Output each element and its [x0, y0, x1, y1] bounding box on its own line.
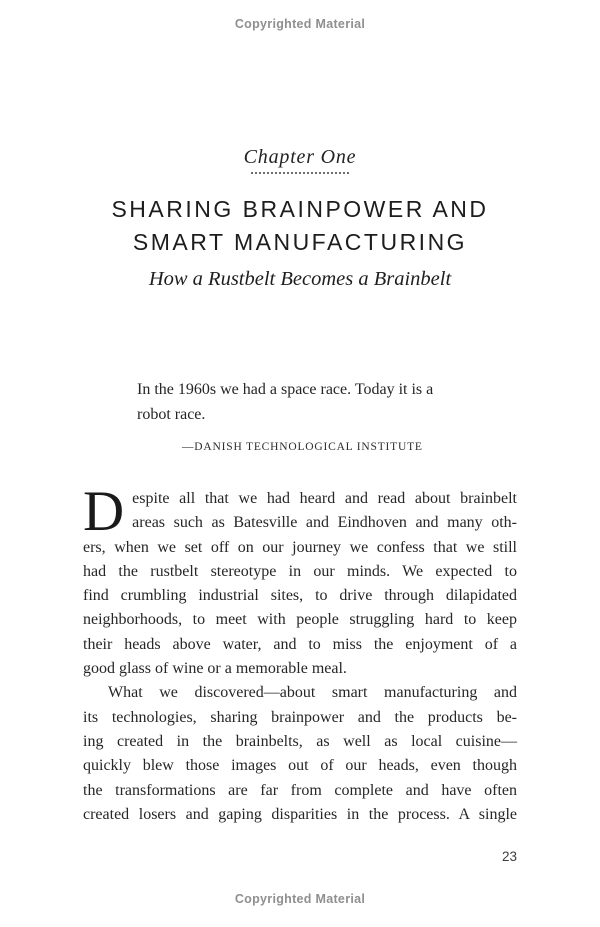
body-text	[83, 480, 517, 827]
page-number: 23	[501, 849, 517, 864]
copyright-notice-top: Copyrighted Material	[234, 17, 366, 31]
body-text-line: find crumbling industrial sites, to drive through dilapidated	[83, 587, 517, 605]
drop-cap: D	[83, 480, 125, 543]
body-text-line: quickly blew those images out of our heads, even though	[83, 757, 517, 775]
body-text-line: its technologies, sharing brainpower and the products be-	[83, 708, 517, 726]
chapter-label: Chapter One	[243, 146, 357, 168]
chapter-title-line: SMART MANUFACTURING	[132, 229, 468, 255]
chapter-subtitle: How a Rustbelt Becomes a Brainbelt	[148, 268, 452, 290]
body-text-line: their heads above water, and to miss the enjoyment of a	[83, 635, 517, 653]
body-text-line: had the rustbelt stereotype in our minds. We expected to	[83, 562, 517, 580]
body-text-line: What we discovered—about smart manufacturing and	[108, 684, 517, 702]
epigraph-quote-line: In the 1960s we had a space race. Today it is a	[137, 381, 434, 398]
chapter-title	[0, 193, 600, 259]
epigraph-attribution: —DANISH TECHNOLOGICAL INSTITUTE	[182, 441, 423, 453]
chapter-title-line: SHARING BRAINPOWER AND	[111, 196, 489, 222]
copyright-notice-bottom: Copyrighted Material	[234, 892, 366, 906]
paragraph-2-lines	[83, 681, 517, 827]
epigraph-quote-line: robot race.	[137, 406, 206, 423]
chapter-heading	[0, 146, 600, 174]
body-text-line: created losers and gaping disparities in the process. A single	[83, 805, 517, 823]
paragraph-1	[83, 480, 517, 681]
paragraph-2	[83, 681, 517, 827]
body-text-line: ers, when we set off on our journey we confess that we still	[83, 538, 517, 556]
body-text-line: areas such as Batesville and Eindhoven and many oth-	[132, 514, 517, 532]
body-text-line: ing created in the brainbelts, as well as local cuisine—	[83, 732, 517, 750]
body-text-line: espite all that we had heard and read about brainbelt	[132, 490, 517, 507]
paragraph-1-lines	[83, 480, 517, 681]
body-text-line: neighborhoods, to meet with people struggling hard to keep	[83, 611, 517, 629]
body-text-line: good glass of wine or a memorable meal.	[83, 660, 347, 678]
chapter-divider-dotted-rule	[251, 172, 349, 174]
body-text-line: the transformations are far from complete and have often	[83, 781, 517, 799]
epigraph-quote	[137, 377, 473, 427]
epigraph	[137, 377, 473, 460]
